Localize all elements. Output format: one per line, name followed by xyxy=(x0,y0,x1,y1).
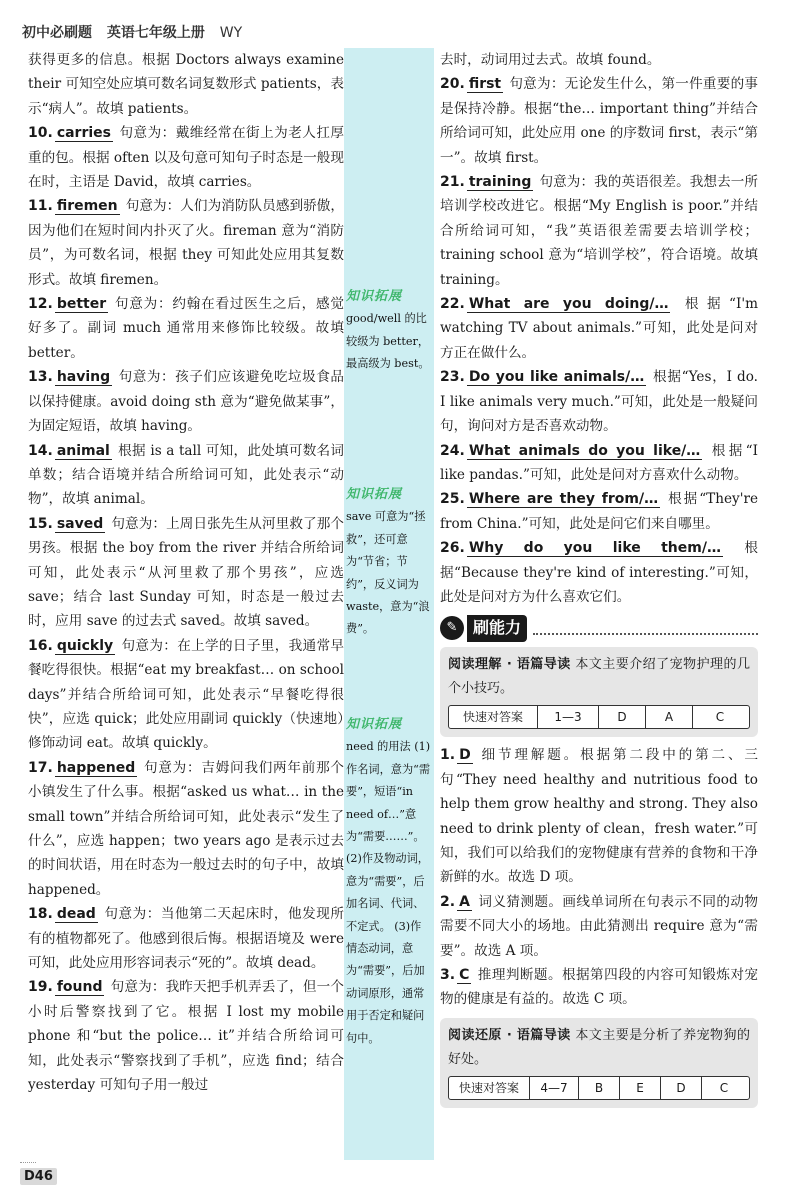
note-save xyxy=(346,484,432,641)
question-number: 2. xyxy=(440,893,456,910)
answer-word: What are you doing/… xyxy=(468,296,669,313)
answer-entry xyxy=(440,170,758,292)
reading-restore-box xyxy=(440,1018,758,1108)
answer-entry xyxy=(28,756,344,902)
answer-word: dead xyxy=(56,906,96,923)
answer-word: carries xyxy=(56,125,111,142)
answer-word: Where are they from/… xyxy=(468,491,659,508)
answer-entry xyxy=(440,963,758,1012)
question-number: 11. xyxy=(28,198,53,215)
explanation-text: 词义猜测题。画线单词所在句表示不同的动物需要不同大小的场地。由此猜测出 require 意为“需要”。故选 A 项。 xyxy=(440,893,758,959)
reading-label: 阅读理解 · 语篇导读 xyxy=(448,657,571,673)
note-need xyxy=(346,714,432,1050)
answer-entry xyxy=(28,121,344,194)
answer-entry xyxy=(28,292,344,365)
explanation-text: 根据“Because they're kind of interesting.”可知，此处是问对方为什么喜欢它们。 xyxy=(440,540,759,605)
section-title: 刷能力 xyxy=(467,615,527,641)
note-text: need 的用法 (1)作名词，意为“需要”，短语“in need of…”意为“需要……”。 (2)作及物动词，意为“需要”，后加名词、代词、不定式。 (3)作情态动词，意为“需要”，后加动词原形，通常用于否定和疑问句中。 xyxy=(346,740,431,1045)
continued-text: 去时，动词用过去式。故填 found。 xyxy=(440,52,661,68)
question-number: 20. xyxy=(440,76,465,93)
answer-word: C xyxy=(459,967,470,983)
qa-label: 快速对答案 xyxy=(449,706,538,728)
answer-word: D xyxy=(459,747,471,764)
series-title: 初中必刷题 xyxy=(22,25,92,41)
answer-word: quickly xyxy=(56,637,114,654)
reading-comprehension-box xyxy=(440,647,758,737)
question-number: 23. xyxy=(440,369,465,386)
answer-word: saved xyxy=(56,515,104,532)
answer-word: happened xyxy=(56,759,136,776)
qa-answer: E xyxy=(620,1077,661,1099)
edition-label: WY xyxy=(219,25,243,41)
answer-entry xyxy=(28,365,344,438)
explanation-text: 根据“I like pandas.”可知，此处是问对方喜欢什么动物。 xyxy=(440,442,758,483)
question-number: 17. xyxy=(28,759,53,776)
brush-icon: ✎ xyxy=(440,616,464,640)
qa-answer: C xyxy=(715,710,725,725)
answer-entry xyxy=(440,439,758,488)
answer-word: Why do you like them/… xyxy=(468,540,721,557)
continued-text: 获得更多的信息。根据 Doctors always examine their 可知空处应填可数名词复数形式 patients，表示“病人”。故填 patients。 xyxy=(28,52,344,117)
explanation-text: 句意为：无论发生什么，第一件重要的事是保持冷静。根据“the… important thing”并结合所给词可知，此处应用 one 的序数词 first，表示“第一”。故填 first。 xyxy=(440,76,758,166)
question-number: 12. xyxy=(28,296,53,313)
note-better xyxy=(346,286,432,376)
note-text: good/well 的比较级为 better，最高级为 best。 xyxy=(346,312,430,371)
answer-word: What animals do you like/… xyxy=(468,442,701,459)
reading-label: 阅读还原 · 语篇导读 xyxy=(448,1027,571,1043)
reading-guide xyxy=(448,1024,750,1072)
answer-word: A xyxy=(459,893,470,910)
reading-guide xyxy=(448,653,750,701)
explanation-text: 根据 is a tall 可知，此处填可数名词单数；结合语境并结合所给词可知，此处表示“动物”，故填 animal。 xyxy=(28,442,344,508)
question-number: 25. xyxy=(440,491,465,508)
answer-entry xyxy=(440,365,758,438)
note-title: 知识拓展 xyxy=(346,487,403,502)
question-number: 18. xyxy=(28,906,53,923)
question-number: 1. xyxy=(440,747,456,764)
explanation-text: 根据“Yes，I do. I like animals very much.”可知，此处是一般疑问句，询问对方是否喜欢动物。 xyxy=(440,369,758,435)
explanation-text: 根据“They're from China.”可知，此处是问它们来自哪里。 xyxy=(440,491,758,532)
answer-entry xyxy=(28,194,344,292)
qa-range: 4—7 xyxy=(530,1077,579,1099)
dotted-divider xyxy=(533,621,758,635)
explanation-text: 句意为：当他第二天起床时，他发现所有的植物都死了。他感到很后悔。根据语境及 were 可知，此处应用形容词表示“死的”。故填 dead。 xyxy=(28,906,344,972)
answer-entry xyxy=(28,634,344,756)
quick-answer-table xyxy=(448,705,750,729)
explanation-text: 句意为：我昨天把手机弄丢了，但一个小时后警察找到了它。根据 I lost my mobile phone 和“but the police… it”并结合所给词可知，此处表示“警察找到了手机”，应选 find；结合 yesterday 可知句子用一般过 xyxy=(28,979,344,1094)
answer-entry xyxy=(440,72,758,170)
explanation-text: 细节理解题。根据第二段中的第二、三句“They need healthy and nutritious food to help them grow healthy and strong. They also need to drink plenty of clean，fresh water.”可知，我们可以给我们的宠物健康有营养的食物和干净新鲜的水。故选 D 项。 xyxy=(440,747,758,886)
explanation-text: 句意为：约翰在看过医生之后，感觉好多了。副词 much 通常用来修饰比较级。故填 better。 xyxy=(28,296,344,361)
question-number: 19. xyxy=(28,979,53,996)
question-number: 24. xyxy=(440,442,465,459)
explanation-text: 句意为：孩子们应该避免吃垃圾食品以保持健康。avoid doing sth 意为“避免做某事”，为固定短语，故填 having。 xyxy=(28,369,344,435)
explanation-text: 句意为：戴维经常在街上为老人扛厚重的包。根据 often 以及句意可知句子时态是一般现在时，主语是 David，故填 carries。 xyxy=(28,125,344,191)
question-number: 10. xyxy=(28,125,53,142)
reading-desc: 本文主要是分析了养宠物狗的好处。 xyxy=(448,1027,750,1067)
answer-word: better xyxy=(56,296,107,313)
answer-entry xyxy=(28,902,344,975)
question-number: 16. xyxy=(28,637,53,654)
explanation-text: 句意为：上周日张先生从河里救了那个男孩。根据 the boy from the river 并结合所给词可知，此处表示“从河里救了那个男孩”，应选 save；结合 last Sunday 可知，时态是一般过去时，应用 save 的过去式 saved。故填 saved。 xyxy=(28,515,344,630)
left-column xyxy=(28,48,344,1097)
answer-entry xyxy=(440,536,758,609)
answer-entry xyxy=(440,487,758,536)
question-number: 3. xyxy=(440,967,456,983)
question-number: 15. xyxy=(28,515,53,532)
answer-word: first xyxy=(468,76,502,93)
qa-answer: D xyxy=(661,1077,702,1099)
question-number: 14. xyxy=(28,442,53,459)
right-column xyxy=(440,48,758,1114)
quick-answer-table xyxy=(448,1076,750,1100)
question-number: 22. xyxy=(440,296,465,313)
note-text: save 可意为“拯救”，还可意为“节省；节约”，反义词为 waste，意为“浪费”。 xyxy=(346,510,430,636)
question-number: 26. xyxy=(440,540,465,557)
qa-answer: A xyxy=(646,706,693,728)
answer-entry xyxy=(440,292,758,365)
explanation-text: 根据“I'm watching TV about animals.”可知，此处是问对方正在做什么。 xyxy=(440,296,758,361)
qa-answer: D xyxy=(599,706,646,728)
question-number: 21. xyxy=(440,174,465,191)
ability-section-header xyxy=(440,615,758,641)
answer-word: having xyxy=(56,369,111,386)
answer-entry xyxy=(28,512,344,634)
page-header xyxy=(22,22,352,48)
subject-title: 英语七年级上册 xyxy=(106,25,205,41)
answer-entry xyxy=(440,890,758,963)
answer-word: found xyxy=(56,979,103,996)
qa-label: 快速对答案 xyxy=(449,1077,530,1099)
qa-range: 1—3 xyxy=(538,706,599,728)
answer-entry xyxy=(28,975,344,1097)
explanation-text: 句意为：在上学的日子里，我通常早餐吃得很快。根据“eat my breakfast… on school days”并结合所给词可知，此处表示“早餐吃得很快”，应选 quick；此处应用副词 quickly（快速地）修饰动词 eat。故填 quickly。 xyxy=(28,637,344,752)
question-number: 13. xyxy=(28,369,53,386)
explanation-text: 句意为：人们为消防队员感到骄傲，因为他们在短时间内扑灭了火。fireman 意为“消防员”，为可数名词，根据 they 可知此处应用其复数形式。故填 firemen。 xyxy=(28,198,344,288)
note-title: 知识拓展 xyxy=(346,289,403,304)
explanation-text: 句意为：我的英语很差。我想去一所培训学校改进它。根据“My English is poor.”并结合所给词可知，“我”英语很差需要去培训学校；training school 意为“培训学校”，符合语境。故填 training。 xyxy=(440,174,758,288)
note-title: 知识拓展 xyxy=(346,717,403,732)
corner-divider xyxy=(20,1162,36,1164)
answer-entry xyxy=(440,743,758,889)
answer-word: Do you like animals/… xyxy=(468,369,645,386)
answer-word: firemen xyxy=(56,198,118,215)
explanation-text: 句意为：吉姆问我们两年前那个小镇发生了什么事。根据“asked us what… in the small town”并结合所给词可知，此处表示“发生了什么”，应选 happen；two years ago 是表示过去的时间状语，用在时态为一般过去时的句子中，故填 happened。 xyxy=(28,759,344,898)
reading-desc: 本文主要介绍了宠物护理的几个小技巧。 xyxy=(448,657,750,697)
explanation-text: 推理判断题。根据第四段的内容可知锻炼对宠物的健康是有益的。故选 C 项。 xyxy=(440,967,758,1008)
answer-word: training xyxy=(468,174,532,191)
qa-answer: B xyxy=(579,1077,620,1099)
page-number: D46 xyxy=(20,1168,57,1185)
answer-entry xyxy=(28,439,344,512)
answer-word: animal xyxy=(56,442,110,459)
qa-answer: C xyxy=(719,1080,729,1095)
